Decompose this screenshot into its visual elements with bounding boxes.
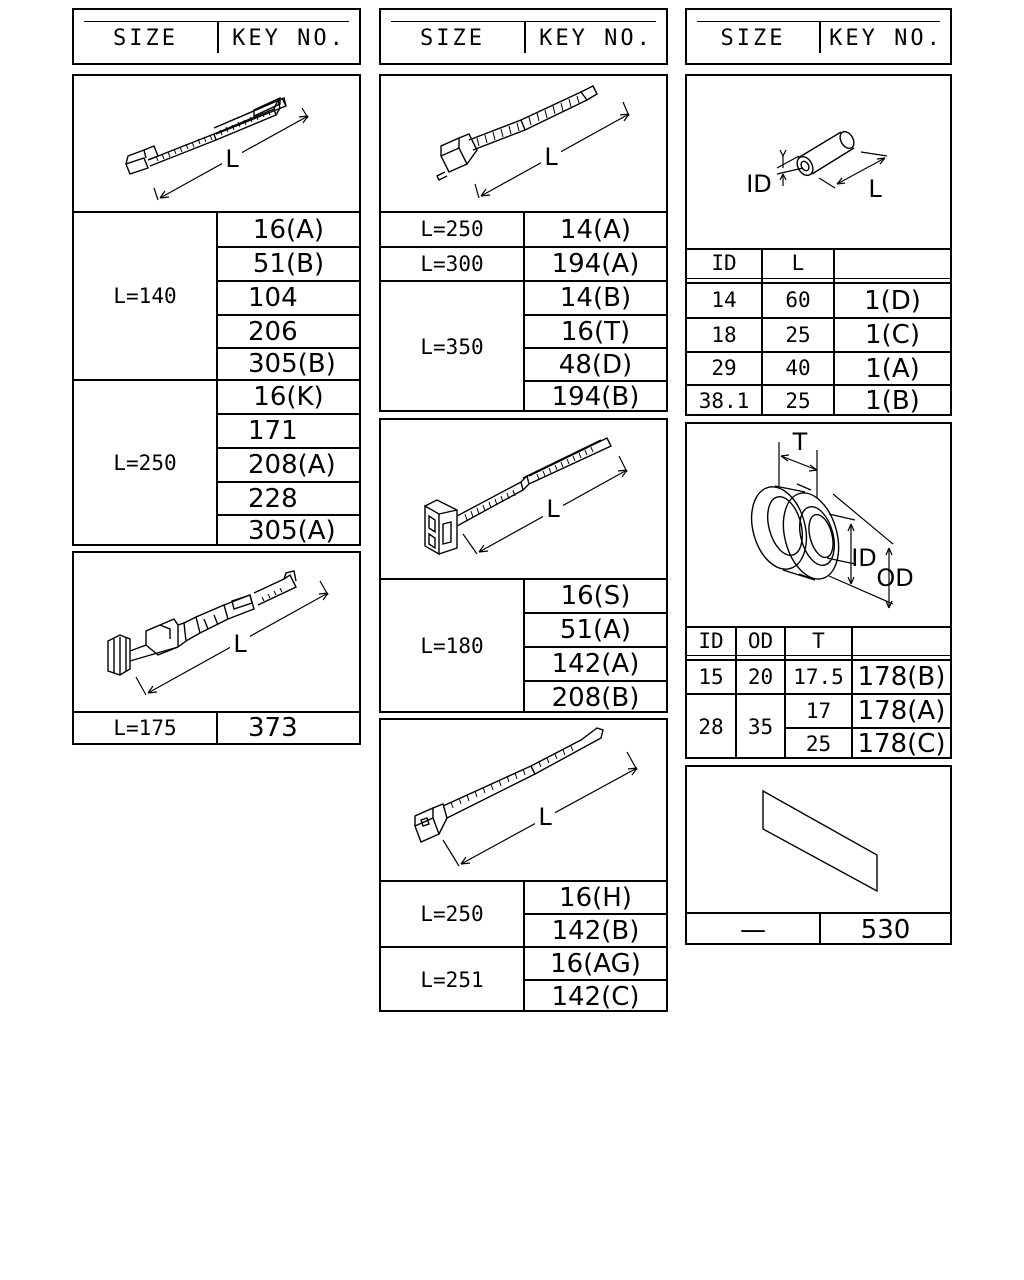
grommet-panel <box>685 422 952 759</box>
od-cell: 20 <box>747 664 774 689</box>
inner-diameter-label: ID <box>746 170 772 198</box>
key-cell: 142(A) <box>551 649 640 679</box>
key-cell: 1(A) <box>865 353 920 384</box>
size-cell: — <box>740 914 766 945</box>
length-label: L <box>541 144 561 170</box>
t-cell: 17 <box>805 698 832 723</box>
length-cell: 40 <box>785 356 811 380</box>
key-cell: 171 <box>248 416 298 446</box>
cable-tie-b-drawing <box>74 553 359 711</box>
cable-tie-e-drawing <box>381 720 666 880</box>
key-cell: 373 <box>248 713 298 743</box>
key-header <box>835 250 950 276</box>
od-header: OD <box>747 628 774 653</box>
outer-diameter-label: OD <box>876 564 914 592</box>
t-header: T <box>812 628 825 653</box>
key-cell: 178(C) <box>857 729 946 759</box>
length-cell: 25 <box>785 388 811 413</box>
length-label: L <box>868 175 882 203</box>
t-cell: 17.5 <box>793 664 844 689</box>
key-cell: 16(S) <box>560 581 631 611</box>
key-no-header: KEY NO. <box>232 26 346 51</box>
size-header: SIZE <box>420 26 485 51</box>
t-cell: 25 <box>805 731 832 756</box>
key-cell: 16(A) <box>252 214 325 245</box>
double-rule <box>687 655 950 656</box>
key-cell: 1(C) <box>865 320 920 350</box>
id-cell: 18 <box>711 322 737 347</box>
cable-tie-a-drawing <box>74 76 359 211</box>
key-cell: 208(A) <box>248 450 336 480</box>
length-cell: 60 <box>785 288 811 312</box>
key-cell: 1(D) <box>864 285 921 316</box>
tube-panel <box>685 74 952 416</box>
length-label: L <box>230 631 250 657</box>
header-col2 <box>379 8 668 65</box>
id-cell: 14 <box>711 288 737 312</box>
key-cell: 16(K) <box>253 382 324 412</box>
double-rule <box>687 278 950 279</box>
key-cell: 14(B) <box>559 283 632 313</box>
size-cell: L=350 <box>420 334 484 359</box>
id-header: ID <box>698 628 724 653</box>
length-label: L <box>535 804 555 830</box>
key-cell: 194(A) <box>551 249 640 279</box>
header-col1 <box>72 8 361 65</box>
inner-diameter-label: ID <box>851 544 877 572</box>
size-cell: L=250 <box>113 451 177 475</box>
key-cell: 194(B) <box>551 382 640 412</box>
id-cell: 28 <box>698 714 724 739</box>
size-cell: L=250 <box>420 217 484 241</box>
tape-drawing <box>687 767 950 912</box>
grommet-drawing <box>687 424 950 626</box>
cable-tie-d-panel <box>379 418 668 713</box>
cable-tie-c-panel <box>379 74 668 412</box>
key-cell: 178(A) <box>857 696 946 726</box>
header-col3 <box>685 8 952 65</box>
thickness-label: T <box>792 428 808 456</box>
key-no-header: KEY NO. <box>829 26 943 51</box>
cable-tie-c-drawing <box>381 76 666 211</box>
size-cell: L=300 <box>420 251 484 276</box>
key-cell: 305(B) <box>248 349 336 379</box>
cable-tie-d-drawing <box>381 420 666 578</box>
id-header: ID <box>711 250 737 275</box>
cable-tie-a-panel <box>72 74 361 546</box>
od-cell: 35 <box>747 714 774 739</box>
cable-tie-b-panel <box>72 551 361 745</box>
key-cell: 178(B) <box>857 662 946 692</box>
size-header: SIZE <box>720 26 786 51</box>
key-cell: 16(T) <box>560 317 631 347</box>
length-cell: 25 <box>785 322 811 347</box>
key-cell: 51(B) <box>252 249 325 279</box>
key-cell: 16(AG) <box>550 948 641 979</box>
size-header: SIZE <box>113 26 178 51</box>
size-cell: L=250 <box>420 901 484 926</box>
length-header: L <box>791 250 805 275</box>
length-label: L <box>543 496 563 522</box>
size-cell: L=251 <box>420 967 484 992</box>
key-cell: 48(D) <box>558 349 633 380</box>
size-cell: L=175 <box>113 715 177 740</box>
key-cell: 16(H) <box>559 882 632 913</box>
key-cell: 305(A) <box>248 516 336 546</box>
size-cell: L=180 <box>420 634 484 658</box>
id-cell: 38.1 <box>698 388 750 413</box>
length-label: L <box>222 146 242 172</box>
key-cell: 530 <box>860 914 911 945</box>
tape-panel <box>685 765 952 945</box>
key-cell: 142(B) <box>551 915 640 946</box>
tube-drawing <box>687 76 950 248</box>
key-cell: 228 <box>248 483 298 514</box>
key-cell: 51(A) <box>559 615 632 645</box>
cable-tie-e-panel <box>379 718 668 1012</box>
id-cell: 29 <box>711 356 737 380</box>
key-header <box>853 628 950 654</box>
id-cell: 15 <box>698 664 724 689</box>
key-cell: 14(A) <box>559 214 632 245</box>
key-cell: 206 <box>248 317 298 347</box>
key-no-header: KEY NO. <box>539 26 653 51</box>
key-cell: 1(B) <box>865 386 920 416</box>
size-cell: L=140 <box>113 283 177 308</box>
key-cell: 104 <box>248 283 298 313</box>
key-cell: 208(B) <box>551 682 640 713</box>
key-cell: 142(C) <box>551 981 640 1012</box>
